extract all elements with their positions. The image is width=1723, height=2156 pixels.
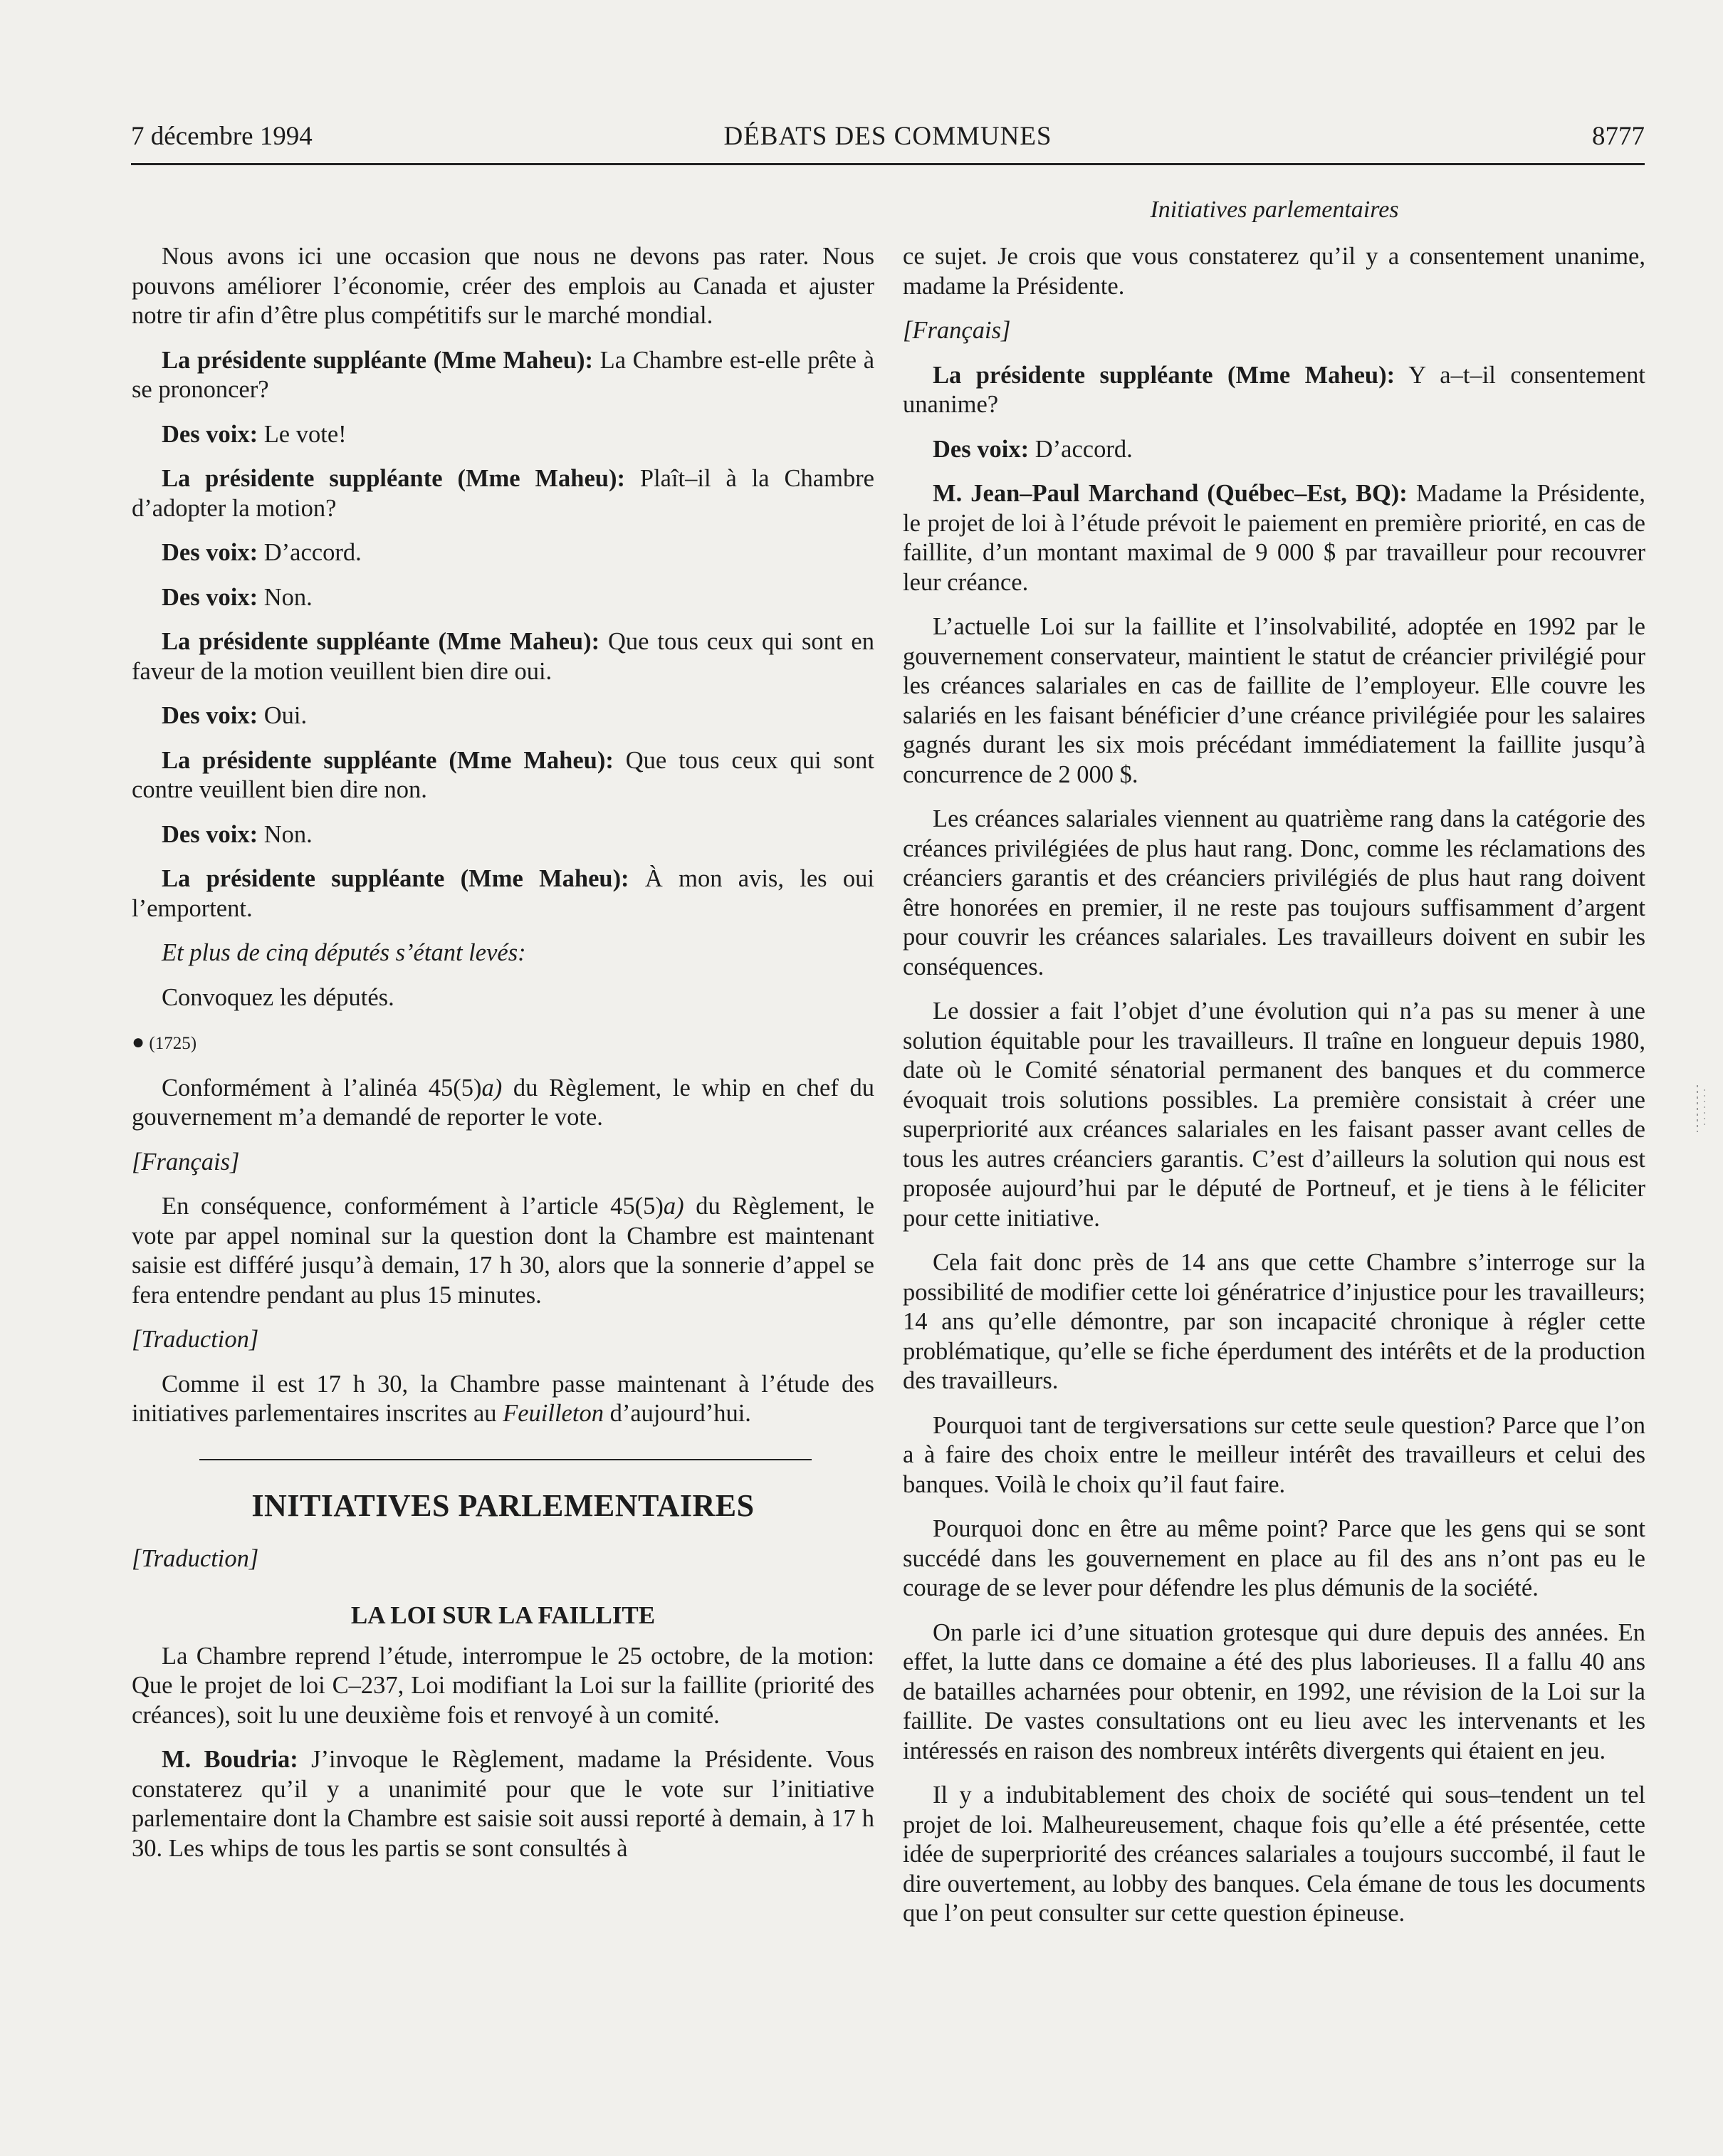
speech: La présidente suppléante (Mme Maheu): La Chambre est-elle prête à se prononcer? [132, 346, 875, 403]
speech: Des voix: Le vote! [162, 420, 347, 448]
speaker: La présidente suppléante (Mme Maheu): [162, 865, 629, 892]
speaker: La présidente suppléante (Mme Maheu): [933, 361, 1395, 389]
speech: Des voix: D’accord. [162, 539, 362, 566]
paragraph: Cela fait donc près de 14 ans que cette Chambre s’interroge sur la possibilité de modifier cette loi génératrice d’injustice pour les travailleurs; 14 ans qu’elle démontre, par son incapacité chronique à régler cette problématique, qu’elle se fiche éperdument des intérêts et de la production des travailleurs. [903, 1249, 1645, 1394]
paragraph: On parle ici d’une situation grotesque qui dure depuis des années. En effet, la lutte dans ce domaine a été des plus laborieuses. Il a fallu 40 ans de batailles acharnées pour obtenir, en 1992, une révision de la Loi sur la faillite. De vastes consultations ont eu lieu avec les intervenants et les intéressés en raison des nombreux intérêts divergents qui étaient en jeu. [903, 1618, 1645, 1764]
bullet-icon: ● [132, 1030, 145, 1054]
speaker: Des voix: [162, 702, 258, 729]
speech: Des voix: D’accord. [933, 435, 1133, 463]
speech: La présidente suppléante (Mme Maheu): Que tous ceux qui sont contre veuillent bien dire non. [132, 746, 874, 803]
paragraph: Pourquoi donc en être au même point? Parce que les gens qui se sont succédé dans les gouvernement en place au fil des ans n’ont pas eu le courage de se lever pour défendre les plus démunis de la société. [903, 1515, 1645, 1601]
speaker: M. Jean–Paul Marchand (Québec–Est, BQ): [933, 480, 1408, 507]
margin-noise-graphic [1692, 1082, 1713, 1139]
paragraph: Il y a indubitablement des choix de société qui sous–tendent un tel projet de loi. Malheureusement, chaque fois qu’elle a été présentée, cette idée de superpriorité des créances salariales a toujours succombé, il faut le dire ouvertement, au lobby des banques. Cela émane de tous les documents que l’on peut consulter sur cette question épineuse. [903, 1781, 1645, 1927]
speaker: La présidente suppléante (Mme Maheu): [162, 746, 614, 774]
paragraph: En conséquence, conformément à l’article 45(5)a) du Règlement, le vote par appel nominal sur la question dont la Chambre est maintenant saisie est différé jusqu’à demain, 17 h 30, alors que la sonnerie d’appel se fera entendre pendant au plus 15 minutes. [132, 1193, 874, 1309]
paragraph: Conformément à l’alinéa 45(5)a) du Règlement, le whip en chef du gouvernement m’a demandé de reporter le vote. [132, 1074, 875, 1131]
section-divider [199, 1459, 812, 1460]
timestamp: ● (1725) [132, 1030, 197, 1054]
language-tag: [Français] [132, 1148, 240, 1176]
paragraph: ce sujet. Je crois que vous constaterez qu’il y a consentement unanime, madame la Présidente. [903, 243, 1645, 300]
page-number: 8777 [1592, 122, 1645, 151]
speaker: La présidente suppléante (Mme Maheu): [162, 465, 625, 492]
stage-direction: Et plus de cinq députés s’étant levés: [162, 939, 526, 966]
speaker: La présidente suppléante (Mme Maheu): [162, 628, 600, 655]
running-head: Initiatives parlementaires [1150, 197, 1399, 223]
speaker: Des voix: [162, 820, 258, 848]
header-date: 7 décembre 1994 [131, 122, 313, 151]
margin-noise [1692, 1082, 1713, 1139]
speaker: Des voix: [162, 420, 258, 448]
speech: Des voix: Oui. [162, 702, 308, 729]
speech: La présidente suppléante (Mme Maheu): Que tous ceux qui sont en faveur de la motion veuillent bien dire oui. [132, 628, 874, 685]
speaker: M. Boudria: [162, 1746, 298, 1773]
paragraph: Le dossier a fait l’objet d’une évolution qui n’a pas su mener à une solution équitable pour les travailleurs. Il traîne en longueur depuis 1980, date où le Comité sénatorial permanent des banques et du commerce évoquait trois solutions possibles. La première consistait à créer une superpriorité aux créances salariales en les faisant passer avant celles de tous les autres créanciers garantis. C’est d’ailleurs la solution qui nous est proposée aujourd’hui par le député de Portneuf, et je tiens à le féliciter pour cette initiative. [903, 998, 1645, 1232]
speaker: Des voix: [162, 583, 258, 611]
speech: La présidente suppléante (Mme Maheu): Y a–t–il consentement unanime? [903, 361, 1646, 418]
language-tag: [Français] [903, 317, 1011, 344]
left-column [132, 242, 874, 1863]
speech: La présidente suppléante (Mme Maheu): Plaît–il à la Chambre d’adopter la motion? [132, 465, 874, 522]
right-column [903, 242, 1645, 1929]
paragraph: Comme il est 17 h 30, la Chambre passe maintenant à l’étude des initiatives parlementaires inscrites au Feuilleton d’aujourd’hui. [132, 1370, 874, 1427]
section-title: INITIATIVES PARLEMENTAIRES [251, 1487, 755, 1523]
paragraph: La Chambre reprend l’étude, interrompue le 25 octobre, de la motion: Que le projet de loi C–237, Loi modifiant la Loi sur la faillite (priorité des créances), soit lu une deuxième fois et renvoyé à un comité. [132, 1642, 874, 1729]
speech: M. Boudria: J’invoque le Règlement, madame la Présidente. Vous constaterez qu’il y a unanimité pour que le vote sur l’initiative parlementaire dont la Chambre est saisie soit aussi reporté à demain, à 17 h 30. Les whips de tous les partis se sont consultés à [132, 1746, 874, 1862]
speech: M. Jean–Paul Marchand (Québec–Est, BQ): Madame la Présidente, le projet de loi à l’étude prévoit le paiement en première priorité, en cas de faillite, d’un montant maximal de 9 000 $ par travailleur pour recouvrer leur créance. [903, 480, 1645, 596]
speaker: La présidente suppléante (Mme Maheu): [162, 346, 593, 374]
paragraph: Convoquez les députés. [162, 983, 394, 1011]
paragraph: L’actuelle Loi sur la faillite et l’insolvabilité, adoptée en 1992 par le gouvernement conservateur, maintient le statut de créancier privilégié pour les créances salariales en cas de faillite de l’employeur. Elle couvre les salariés en les faisant bénéficier d’une créance privilégiée pour les salaires gagnés durant les six mois précédant immédiatement la faillite jusqu’à concurrence de 2 000 $. [903, 613, 1645, 788]
subsection-title: LA LOI SUR LA FAILLITE [350, 1601, 656, 1629]
speech: Des voix: Non. [162, 583, 313, 611]
header-title: DÉBATS DES COMMUNES [723, 122, 1052, 151]
speaker: Des voix: [933, 435, 1030, 463]
language-tag: [Traduction] [132, 1326, 259, 1353]
header-rule [131, 163, 1645, 165]
paragraph: Pourquoi tant de tergiversations sur cette seule question? Parce que l’on a à faire des choix entre le meilleur intérêt des travailleurs et celui des banques. Voilà le choix qu’il faut faire. [903, 1411, 1645, 1498]
speech: Des voix: Non. [162, 820, 313, 848]
page-header [131, 121, 1645, 164]
speech: La présidente suppléante (Mme Maheu): À mon avis, les oui l’emportent. [132, 865, 875, 922]
paragraph: Les créances salariales viennent au quatrième rang dans la catégorie des créances privilégiées de plus haut rang. Donc, comme les réclamations des créanciers garantis et des créanciers privilégiés de plus haut rang doivent être honorées en premier, il ne reste pas toujours suffisamment d’argent pour couvrir les créances salariales. Les travailleurs doivent en subir les conséquences. [903, 805, 1645, 980]
paragraph: Nous avons ici une occasion que nous ne devons pas rater. Nous pouvons améliorer l’économie, créer des emplois au Canada et ajuster notre tir afin d’être plus compétitifs sur le marché mondial. [132, 243, 874, 329]
speaker: Des voix: [162, 539, 258, 566]
language-tag: [Traduction] [132, 1544, 259, 1572]
